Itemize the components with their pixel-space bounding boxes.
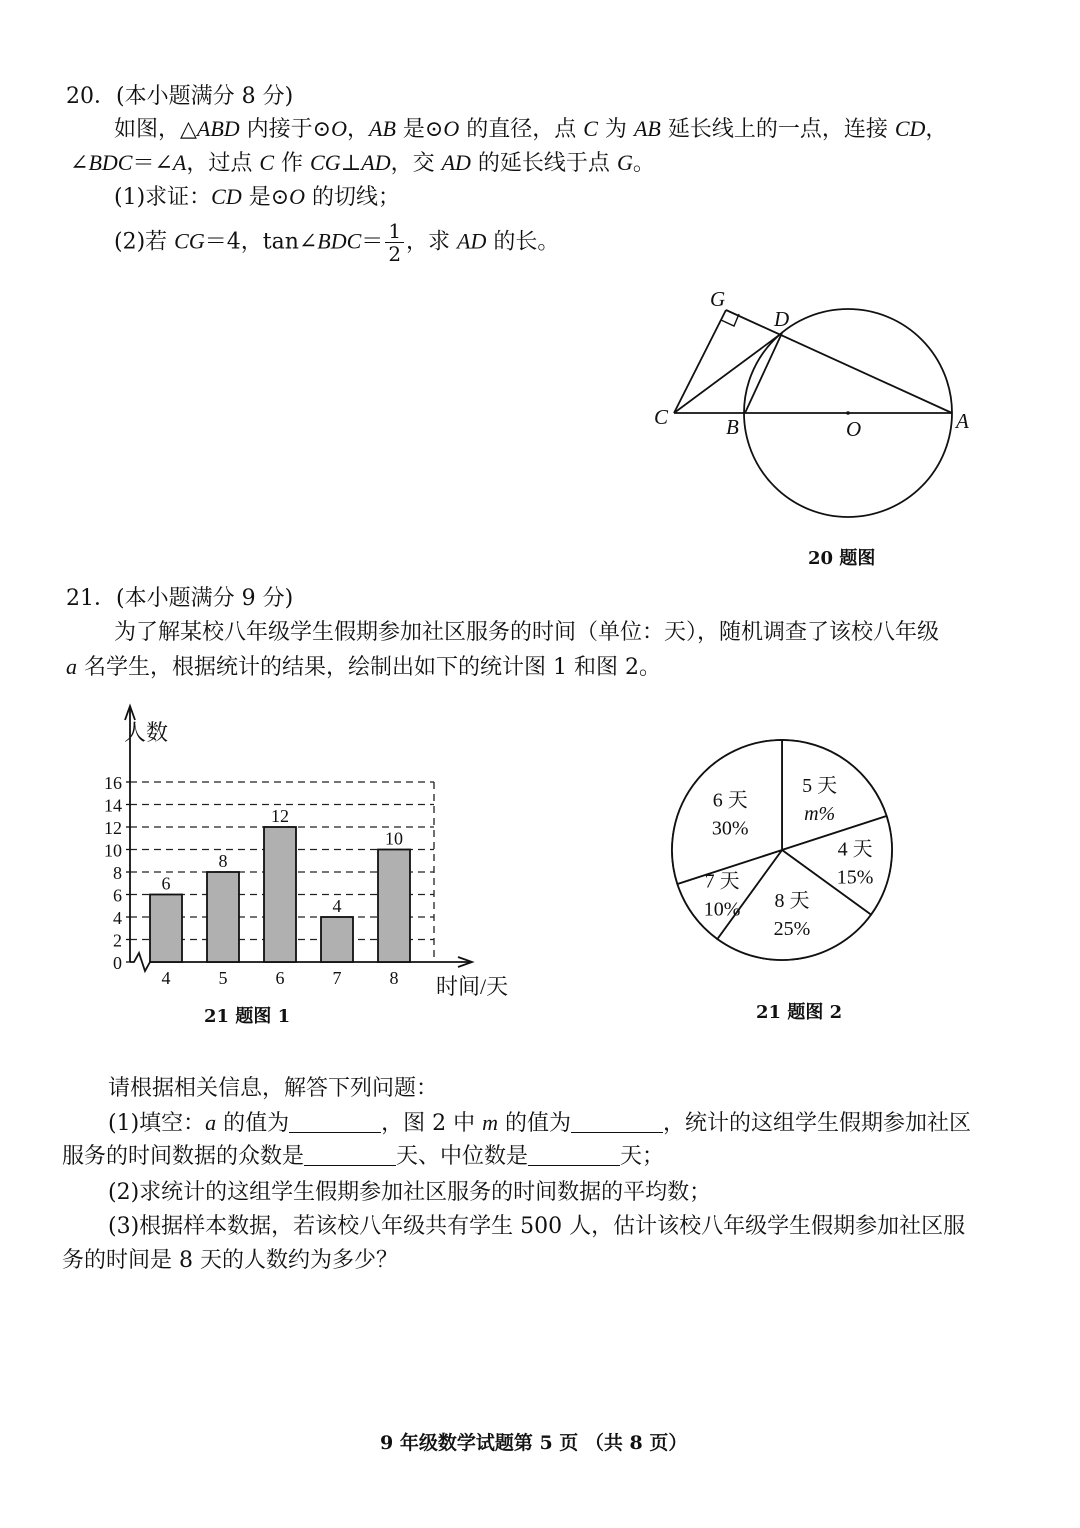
pie-slice-percent: m% (804, 803, 836, 826)
text: (2)若 (114, 229, 175, 255)
fraction-denominator: 2 (388, 242, 402, 266)
pie-slice-percent: 30% (711, 817, 749, 840)
q20-stem-line-1 (114, 114, 947, 145)
text: AD (441, 150, 471, 175)
center-dot (846, 411, 850, 415)
x-tick-label: 8 (389, 968, 399, 988)
text: 的值为 (498, 1111, 572, 1136)
line-ga (726, 310, 952, 413)
bar-4 (150, 895, 182, 963)
text: 是⊙ (241, 185, 290, 210)
bar-8 (378, 850, 410, 963)
bar-data-label: 10 (385, 828, 403, 849)
bar-7 (321, 917, 353, 962)
bar-data-label: 12 (271, 806, 289, 826)
q21-number: 21． (66, 586, 116, 611)
bar-data-label: 8 (218, 851, 228, 871)
q20-part-1 (114, 182, 400, 213)
text: ，图 2 中 (381, 1111, 483, 1136)
y-axis-label: 人数 (124, 720, 169, 745)
answer-blank-m[interactable] (571, 1110, 663, 1133)
q20-part-2 (114, 220, 559, 265)
text: O (331, 116, 348, 141)
text: ，交 (390, 151, 442, 176)
q21-header (66, 584, 293, 614)
text: AB (633, 116, 661, 141)
y-tick-label: 12 (104, 818, 122, 838)
pie-slice-percent: 15% (836, 866, 874, 889)
text: 天； (620, 1144, 665, 1169)
pie-slice-label: 4 天 (837, 838, 873, 861)
y-tick-label: 16 (104, 773, 122, 793)
y-tick-label: 4 (113, 908, 122, 928)
text: CG (174, 228, 205, 254)
pie-slice-percent: 25% (773, 918, 811, 941)
text: AB (369, 116, 396, 141)
q21-part-3-line-1: (3)根据样本数据，若该校八年级共有学生 500 人，估计该校八年级学生假期参加社区服 (108, 1214, 966, 1239)
pie-slice-label: 8 天 (774, 890, 810, 913)
text: ABD (196, 116, 240, 141)
q20-score: (本小题满分 8 分) (116, 84, 294, 109)
label-a: A (956, 409, 969, 433)
text: 延长线上的一点，连接 (660, 117, 895, 142)
q21-part-3-line-2: 务的时间是 8 天的人数约为多少？ (62, 1248, 398, 1273)
pie-slice-label: 5 天 (802, 775, 838, 798)
q20-geometry-figure (630, 280, 990, 540)
x-tick-label: 7 (332, 968, 342, 988)
text: O (289, 184, 306, 209)
q21-stem-line-1: 为了解某校八年级学生假期参加社区服务的时间（单位：天），随机调查了该校八年级 (114, 620, 940, 645)
q21-bar-chart (88, 700, 528, 1010)
q21-stem-line-2 (66, 652, 661, 683)
answer-blank-a[interactable] (289, 1110, 381, 1133)
label-g: G (710, 287, 726, 311)
y-tick-label: 2 (113, 930, 122, 951)
text: 为 (597, 117, 634, 142)
line-bd (745, 333, 782, 413)
y-tick-label: 6 (113, 885, 122, 906)
text: m (482, 1110, 499, 1135)
text: a (205, 1110, 217, 1135)
answer-blank-median[interactable] (528, 1143, 620, 1166)
q21-pie-chart (662, 730, 902, 970)
text: 。 (632, 151, 655, 176)
text: A (172, 150, 187, 175)
label-b: B (726, 415, 739, 439)
text: 的长。 (486, 229, 560, 255)
text: ，求 (406, 229, 458, 255)
text: 的切线； (305, 185, 401, 210)
text: 名学生，根据统计的结果，绘制出如下的统计图 1 和图 2。 (77, 655, 661, 680)
text: (1)求证： (114, 185, 212, 210)
text: CD (894, 116, 926, 141)
bar-6 (264, 827, 296, 962)
x-tick-label: 5 (218, 968, 228, 988)
text: BDC (317, 228, 362, 254)
text: ，统计的这组学生假期参加社区 (663, 1111, 972, 1136)
x-tick-label: 6 (275, 968, 285, 988)
q21-part-1-line-1 (108, 1108, 971, 1139)
text: 如图，△ (114, 117, 197, 142)
q20-stem-line-2 (70, 148, 655, 179)
answer-blank-mode[interactable] (304, 1143, 396, 1166)
text: 的延长线于点 (470, 151, 617, 176)
label-d: D (774, 307, 790, 331)
y-tick-label: 10 (104, 840, 122, 861)
q20-number: 20． (66, 84, 116, 109)
text: ＝ (361, 229, 384, 255)
text: 服务的时间数据的众数是 (62, 1144, 305, 1169)
fraction-one-half (385, 220, 404, 265)
y-tick-label: 0 (113, 953, 122, 973)
text: BDC (88, 150, 133, 175)
q21-figure-1-caption: 21 题图 1 (204, 1006, 291, 1027)
text: CD (211, 184, 242, 209)
text: ⊥ (340, 151, 362, 176)
text: 的值为 (216, 1111, 290, 1136)
q21-score: (本小题满分 9 分) (116, 586, 294, 611)
line-cd (674, 333, 782, 413)
y-tick-label: 8 (113, 863, 122, 883)
pie-slice-label: 7 天 (704, 870, 740, 893)
label-o: O (846, 417, 862, 441)
pie-slice-percent: 10% (703, 898, 741, 921)
text: a (66, 654, 77, 679)
text: C (583, 116, 598, 141)
q21-figure-2-caption: 21 题图 2 (756, 1002, 843, 1023)
q20-header (66, 82, 293, 112)
page-footer: 9 年级数学试题第 5 页 （共 8 页） (380, 1432, 688, 1454)
text: AD (361, 150, 391, 175)
x-tick-label: 4 (161, 968, 171, 988)
line-cg (674, 310, 726, 413)
text: O (443, 116, 460, 141)
text: ＝∠ (132, 151, 173, 176)
q20-figure-caption: 20 题图 (808, 548, 876, 569)
text: ， (925, 117, 948, 142)
text: ∠ (70, 151, 89, 176)
text: 的直径，点 (459, 117, 584, 142)
text: ，过点 (186, 151, 260, 176)
q21-part-1-line-2 (62, 1142, 664, 1172)
fraction-numerator: 1 (385, 220, 404, 243)
bar-data-label: 4 (332, 896, 342, 916)
text: 作 (274, 151, 311, 176)
text: ， (347, 117, 370, 142)
text: AD (457, 228, 487, 254)
pie-slice-label: 6 天 (712, 789, 748, 812)
text: 内接于⊙ (239, 117, 332, 142)
text: (1)填空： (108, 1111, 206, 1136)
text: C (259, 150, 275, 175)
q21-part-2: (2)求统计的这组学生假期参加社区服务的时间数据的平均数； (108, 1180, 712, 1205)
text: G (616, 150, 633, 175)
text: 天、中位数是 (396, 1144, 529, 1169)
q21-intro: 请根据相关信息，解答下列问题： (108, 1076, 439, 1101)
y-tick-label: 14 (104, 795, 122, 816)
text: 是⊙ (395, 117, 444, 142)
bar-data-label: 6 (161, 873, 171, 894)
text: ＝4，tan∠ (204, 229, 318, 255)
label-c: C (654, 405, 669, 429)
x-axis-label: 时间/天 (436, 974, 509, 999)
bar-5 (207, 872, 239, 962)
text: CG (310, 150, 341, 175)
